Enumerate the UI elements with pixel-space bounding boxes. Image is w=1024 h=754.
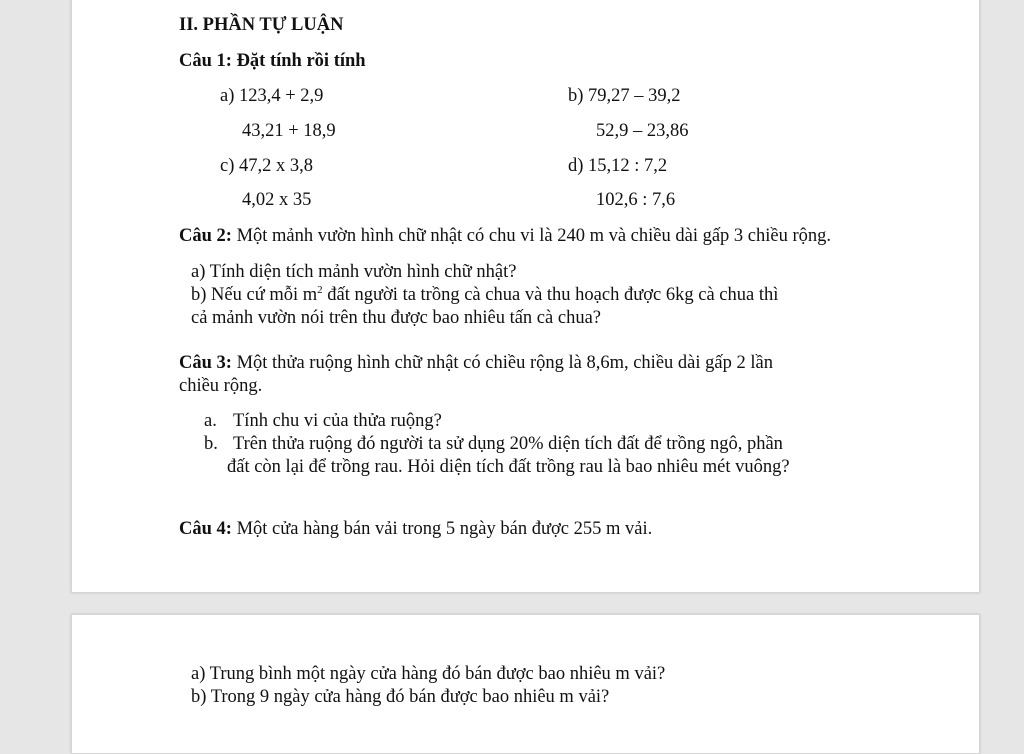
question-1-item-d2: 102,6 : 7,6 <box>596 190 676 210</box>
question-1-item-a2: 43,21 + 18,9 <box>242 121 336 141</box>
question-3-text-line2: chiều rộng. <box>179 376 263 396</box>
question-1-heading <box>179 50 366 72</box>
question-1-item-b1: b) 79,27 – 39,2 <box>568 86 681 106</box>
question-1-item-c2: 4,02 x 35 <box>242 190 312 210</box>
question-1-item-c1: c) 47,2 x 3,8 <box>220 156 313 176</box>
question-1-label: Câu 1: <box>179 51 232 71</box>
question-1-item-a1: a) 123,4 + 2,9 <box>220 86 324 106</box>
question-3-marker-a: a. <box>204 411 217 431</box>
question-2-item-a: a) Tính diện tích mảnh vườn hình chữ nhật? <box>191 262 517 282</box>
question-2-text: Câu 2: Một mảnh vườn hình chữ nhật có chu vi là 240 m và chiều dài gấp 3 chiều rộng. <box>179 226 832 246</box>
question-1-item-b2: 52,9 – 23,86 <box>596 121 689 141</box>
document-page-1 <box>71 0 980 593</box>
question-4-text: Câu 4: Một cửa hàng bán vải trong 5 ngày bán được 255 m vải. <box>179 519 653 539</box>
question-4-item-a: a) Trung bình một ngày cửa hàng đó bán được bao nhiêu m vải? <box>191 664 666 684</box>
question-2-item-b: b) Nếu cứ mỗi $m^2$ đất người ta trồng cà chua và thu hoạch được 6kg cà chua thì <box>191 284 779 305</box>
question-4-item-b: b) Trong 9 ngày cửa hàng đó bán được bao nhiêu m vải? <box>191 687 610 707</box>
question-3-label: Câu 3: <box>179 353 232 373</box>
question-3-item-b: Trên thửa ruộng đó người ta sử dụng 20% diện tích đất để trồng ngô, phần <box>233 434 783 454</box>
question-1-item-d1: d) 15,12 : 7,2 <box>568 156 668 176</box>
question-3-marker-b: b. <box>204 434 218 454</box>
question-3-text: Câu 3: Một thửa ruộng hình chữ nhật có chiều rộng là 8,6m, chiều dài gấp 2 lần <box>179 353 773 373</box>
question-1-prompt: Đặt tính rồi tính <box>236 51 366 71</box>
question-4-label: Câu 4: <box>179 519 232 539</box>
section-title: II. PHẦN TỰ LUẬN <box>179 15 344 35</box>
question-2-item-b-line2: cả mảnh vườn nói trên thu được bao nhiêu tấn cà chua? <box>191 308 601 328</box>
question-3-item-b-line2: đất còn lại để trồng rau. Hỏi diện tích đất trồng rau là bao nhiêu mét vuông? <box>227 457 790 477</box>
question-3-item-a: Tính chu vi của thửa ruộng? <box>233 411 442 431</box>
question-2-label: Câu 2: <box>179 226 232 246</box>
document-page-2 <box>71 614 980 754</box>
